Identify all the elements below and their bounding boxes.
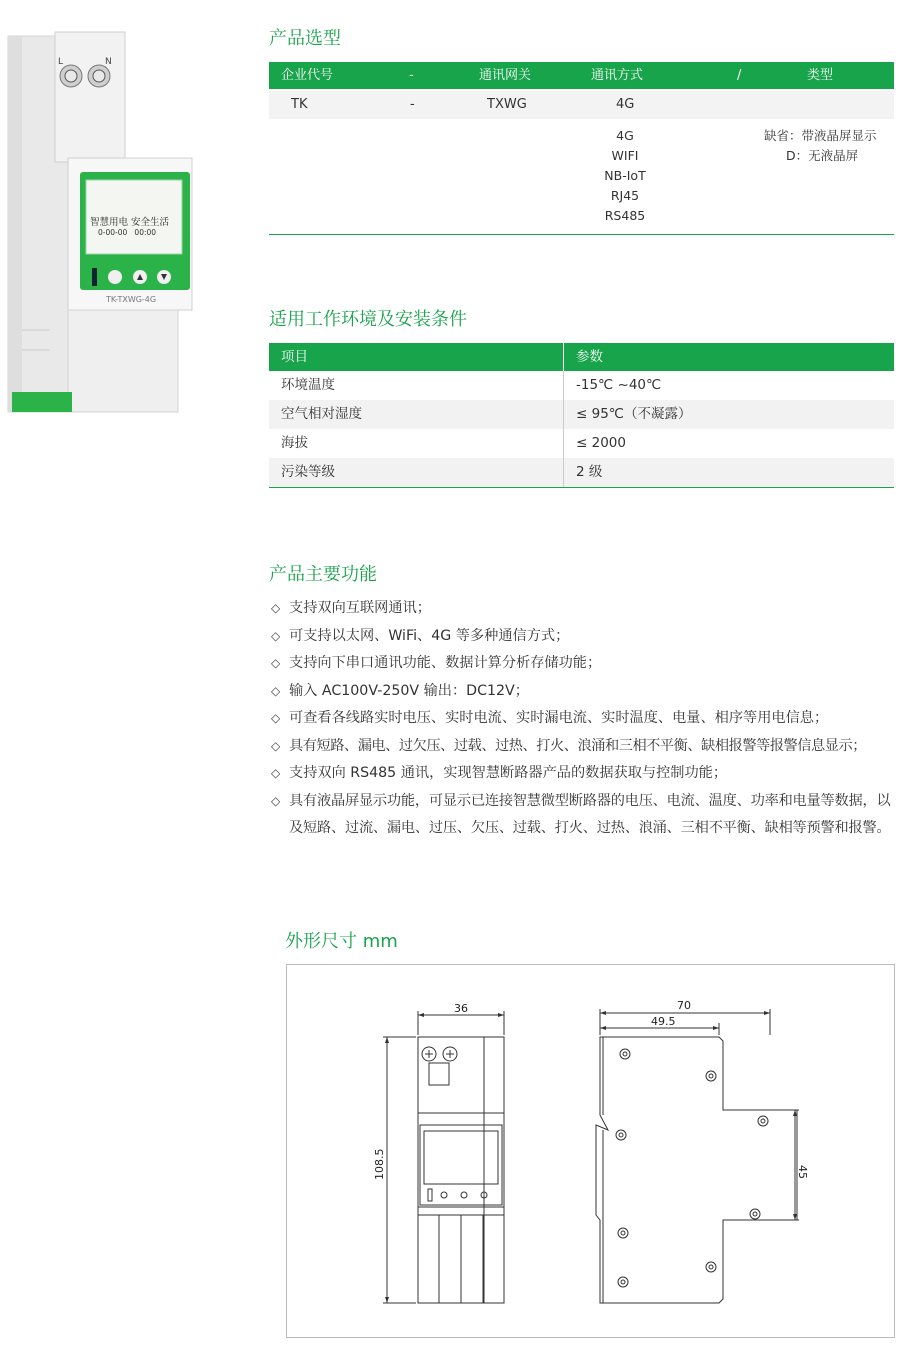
type-option: 缺省：带液晶屏显示 — [764, 128, 877, 143]
header-type: 类型 — [807, 68, 834, 83]
environment-title: 适用工作环境及安装条件 — [269, 309, 467, 330]
feature-text: 支持向下串口通讯功能、数据计算分析存储功能； — [289, 655, 602, 671]
column-divider — [563, 429, 564, 458]
feature-text: 支持双向互联网通讯； — [289, 600, 431, 616]
row-label: 环境温度 — [281, 377, 335, 393]
header-dash: - — [409, 68, 414, 83]
dimensions-title: 外形尺寸 mm — [285, 931, 398, 952]
feature-text: 可查看各线路实时电压、实时电流、实时漏电流、实时温度、电量、相序等用电信息； — [289, 710, 829, 726]
comm-option: NB-IoT — [604, 168, 646, 183]
diamond-bullet-icon: ◇ — [271, 711, 281, 725]
features-title: 产品主要功能 — [269, 564, 377, 585]
header-slash: / — [737, 68, 742, 83]
feature-text: 具有短路、漏电、过欠压、过载、过热、打火、浪涌和三相不平衡、缺相报警等报警信息显示； — [289, 737, 866, 754]
list-item — [271, 595, 895, 623]
comm-options — [580, 126, 670, 226]
type-options — [764, 126, 877, 166]
environment-bottom-line — [269, 487, 894, 488]
side-inner-width-label: 49.5 — [651, 1015, 676, 1028]
column-divider — [563, 343, 564, 371]
diamond-bullet-icon: ◇ — [271, 656, 281, 670]
selection-title: 产品选型 — [269, 28, 341, 49]
side-width-label: 70 — [677, 999, 691, 1012]
table-row — [269, 371, 894, 400]
terminal-l-label: L — [58, 57, 64, 67]
row-label: 海拔 — [281, 435, 308, 451]
header-comm-method: 通讯方式 — [591, 68, 644, 83]
row-label: 空气相对湿度 — [281, 406, 362, 422]
features-list — [271, 595, 895, 843]
product-image — [0, 20, 200, 420]
header-param: 参数 — [576, 349, 603, 365]
side-step-height-label: 45 — [796, 1165, 809, 1179]
cell-comm: 4G — [616, 97, 635, 112]
selection-row — [269, 91, 894, 119]
diamond-bullet-icon: ◇ — [271, 683, 281, 698]
environment-table — [269, 343, 894, 488]
table-row — [269, 429, 894, 458]
selection-header — [269, 62, 894, 89]
row-value: -15℃ ~40℃ — [576, 377, 662, 393]
type-option: D：无液晶屏 — [786, 148, 859, 163]
list-item — [271, 760, 895, 788]
column-divider — [563, 400, 564, 429]
header-item: 项目 — [281, 349, 308, 365]
diamond-bullet-icon: ◇ — [271, 793, 281, 808]
comm-option: 4G — [616, 128, 634, 143]
row-value: ≤ 2000 — [576, 435, 626, 451]
column-divider — [563, 371, 564, 400]
diamond-bullet-icon: ◇ — [271, 738, 280, 753]
table-row — [269, 458, 894, 487]
column-divider — [563, 458, 564, 487]
diamond-bullet-icon: ◇ — [271, 601, 281, 615]
header-company-code: 企业代号 — [281, 68, 334, 83]
comm-option: RS485 — [604, 208, 646, 223]
feature-text: 具有液晶屏显示功能，可显示已连接智慧微型断路器的电压、电流、温度、功率和电量等数据，以及短路、过流、漏电、过压、欠压、过载、打火、过热、浪涌、三相不平衡、缺相等预警和报警。 — [289, 792, 891, 836]
comm-option: RJ45 — [610, 188, 640, 203]
feature-text: 可支持以太网、WiFi、4G 等多种通信方式； — [289, 627, 570, 644]
front-height-label: 108.5 — [373, 1148, 386, 1180]
lcd-line2: 0-00-00 00:00 — [98, 228, 157, 237]
table-row — [269, 400, 894, 429]
row-label: 污染等级 — [281, 464, 335, 480]
lcd-line1: 智慧用电 安全生活 — [90, 217, 170, 228]
diamond-bullet-icon: ◇ — [271, 628, 281, 643]
list-item — [271, 623, 895, 651]
feature-text: 支持双向 RS485 通讯，实现智慧断路器产品的数据获取与控制功能； — [289, 765, 728, 781]
model-label: TK-TXWG-4G — [106, 295, 157, 304]
environment-header — [269, 343, 894, 371]
list-item — [271, 650, 895, 678]
list-item — [271, 678, 895, 706]
cell-gateway: TXWG — [487, 97, 527, 112]
selection-bottom-line — [269, 234, 894, 235]
list-item — [271, 705, 895, 733]
feature-text: 输入 AC100V-250V 输出：DC12V； — [289, 682, 529, 699]
dimension-drawing — [286, 964, 895, 1338]
cell-company: TK — [291, 97, 308, 112]
comm-option: WIFI — [611, 148, 639, 163]
header-gateway: 通讯网关 — [479, 68, 532, 83]
list-item — [271, 788, 895, 843]
front-width-label: 36 — [454, 1002, 468, 1015]
diamond-bullet-icon: ◇ — [271, 766, 281, 780]
row-value: ≤ 95℃（不凝露） — [576, 406, 692, 422]
row-value: 2 级 — [576, 464, 603, 480]
cell-dash: - — [410, 97, 415, 112]
list-item — [271, 733, 895, 761]
terminal-n-label: N — [105, 57, 112, 67]
